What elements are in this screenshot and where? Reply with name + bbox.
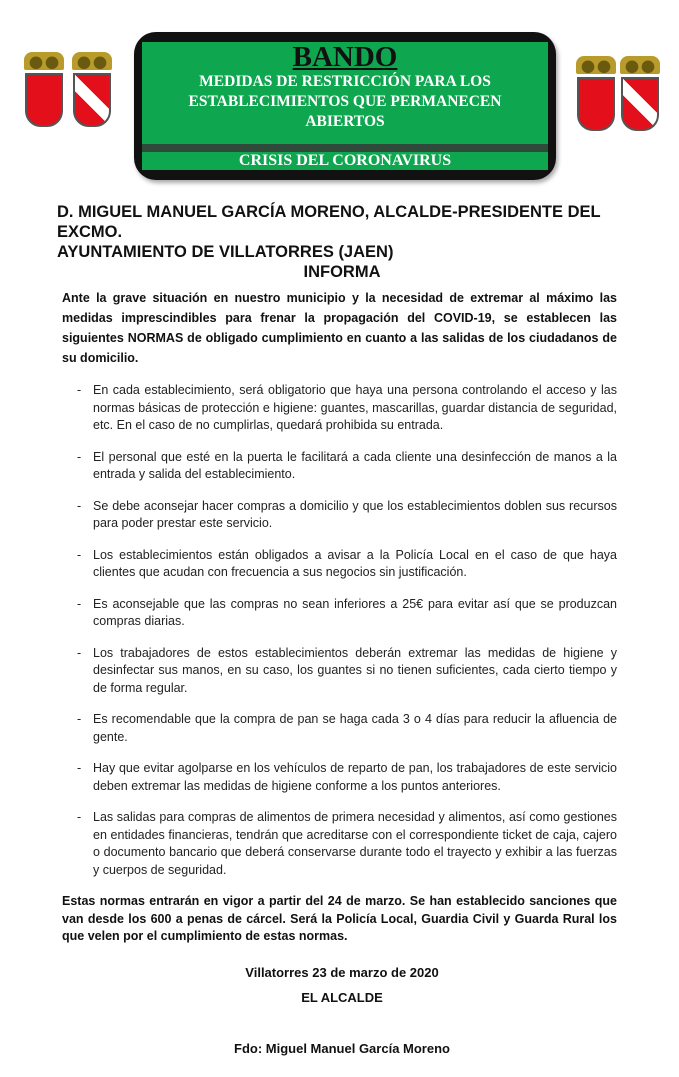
rules-list — [57, 382, 627, 879]
closing-paragraph: Estas normas entrarán en vigor a partir del 24 de marzo. Se han establecido sanciones que van desde los 600 a penas de cárcel. Será la Policía Local, Guardia Civil y Guarda Rural los que velen por el cumplimiento de estas normas. — [62, 894, 617, 943]
list-item: - El personal que esté en la puerta le facilitará a cada cliente una desinfección de manos a la entrada y salida del establecimiento. — [93, 449, 617, 484]
list-item: - En cada establecimiento, será obligatorio que haya una persona controlando el acceso y las normas básicas de protección e higiene: guantes, mascarillas, guardar distancia de seguridad, etc. En el caso de no cumplirlas, quedará prohibida su entrada. — [93, 382, 617, 435]
list-item: - Los trabajadores de estos establecimientos deberán extremar las medidas de higiene y desinfectar sus manos, en su caso, los guantes si no tienen suficientes, cada cierto tiempo y de forma regular. — [93, 645, 617, 698]
banner-title: BANDO — [292, 41, 398, 73]
signatory-role: EL ALCALDE — [301, 989, 383, 1005]
banner-subtitle-1: MEDIDAS DE RESTRICCIÓN PARA LOS — [199, 73, 491, 90]
date: Villatorres 23 de marzo de 2020 — [245, 964, 439, 980]
banner-band: CRISIS DEL CORONAVIRUS — [142, 152, 548, 170]
banner-subtitle-2: ESTABLECIMIENTOS QUE PERMANECEN — [188, 93, 502, 110]
list-item: - Las salidas para compras de alimentos de primera necesidad y alimentos, así como gestiones en entidades financieras, tendrán que acreditarse con el correspondiente ticket de caja, cajero o documento bancario que deberá conservarse durante todo el trayecto y exhibir a las fuerzas y cuerpos de seguridad. — [93, 809, 617, 879]
list-item: - Hay que evitar agolparse en los vehículos de reparto de pan, los trabajadores de este servicio deben extremar las medidas de higiene conforme a los puntos anteriores. — [93, 760, 617, 795]
list-item: - Se debe aconsejar hacer compras a domicilio y que los establecimientos doblen sus recursos para poder prestar este servicio. — [93, 498, 617, 533]
list-item: - Es aconsejable que las compras no sean inferiores a 25€ para evitar así que se produzcan compras diarias. — [93, 596, 617, 631]
heading-informa: INFORMA — [303, 263, 381, 281]
list-item: - Es recomendable que la compra de pan se haga cada 3 o 4 días para reducir la afluencia de gente. — [93, 711, 617, 746]
list-item: - Los establecimientos están obligados a avisar a la Policía Local en el caso de que haya clientes que acudan con frecuencia a sus negocios sin justificación. — [93, 547, 617, 582]
heading-line-1: D. MIGUEL MANUEL GARCÍA MORENO, ALCALDE-PRESIDENTE DEL EXCMO. — [57, 203, 601, 241]
heading-line-2: AYUNTAMIENTO DE VILLATORRES (JAEN) — [57, 243, 394, 261]
signature: Fdo: Miguel Manuel García Moreno — [234, 1040, 450, 1056]
document-body — [57, 0, 627, 1077]
intro-paragraph: Ante la grave situación en nuestro municipio y la necesidad de extremar al máximo las medidas imprescindibles para frenar la propagación del COVID-19, se establecen las siguientes NORMAS de obligado cumplimiento en cuanto a las salidas de los ciudadanos de su domicilio. — [62, 291, 617, 365]
banner-subtitle-3: ABIERTOS — [305, 113, 385, 130]
